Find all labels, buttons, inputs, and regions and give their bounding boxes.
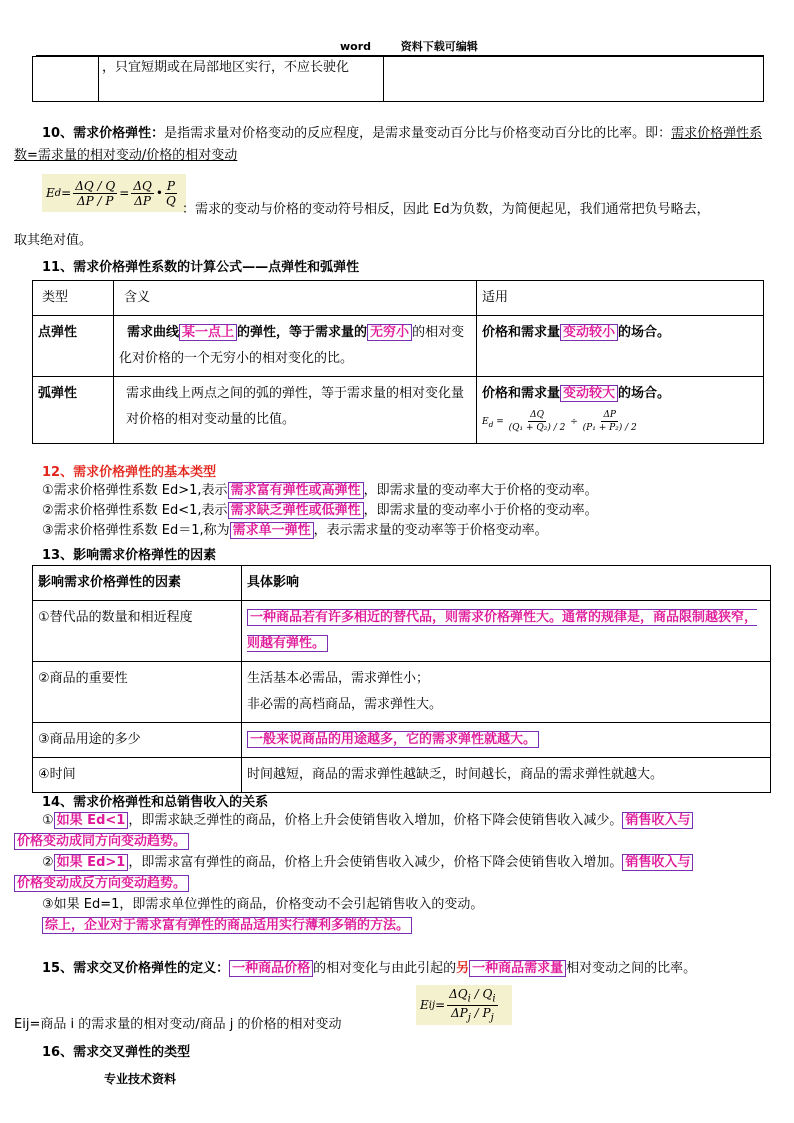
highlight-text: 一种商品价格 <box>229 960 313 977</box>
highlight-text: 需求富有弹性或高弹性 <box>228 482 364 499</box>
highlight-text: 价格变动成同方向变动趋势。 <box>14 833 189 850</box>
elasticity-types-table <box>32 280 764 444</box>
arc-formula: $E_d$ = $\frac{\Delta Q}{\text{(Q₁ + Q₂) / 2}}$ ÷ $\frac{\Delta P}{\text{(P₁ + P₂) / 2}}$ <box>482 410 637 433</box>
highlight-text: 无穷小 <box>367 324 412 341</box>
effect-text: 时间越短，商品的需求弹性越缺乏，时间越长，商品的需求弹性就越大。 <box>242 758 771 793</box>
highlight-text: 综上，企业对于需求富有弹性的商品适用实行薄利多销的方法。 <box>42 917 412 934</box>
red-text: 另 <box>456 961 470 976</box>
effect-text: 生活基本必需品，需求弹性小； <box>247 671 430 686</box>
table-row <box>33 758 771 793</box>
highlight-text: 一种商品若有许多相近的替代品，则需求价格弹性大。通常的规律是，商品限制越狭窄，则越有弹性。 <box>247 610 758 651</box>
highlight-text: 价格变动成反方向变动趋势。 <box>14 875 189 892</box>
line-text: 如果 Ed=1，即需求单位弹性的商品，价格变动不会引起销售收入的变动。 <box>53 897 484 912</box>
line-text: ，即需求富有弹性的商品，价格上升会使销售收入减少，价格下降会使销售收入增加。 <box>128 855 623 870</box>
line-text: 的相对变化与由此引起的 <box>313 961 457 976</box>
meaning-text: 的弹性，等于需求量的 <box>237 325 368 340</box>
table-row <box>33 316 764 377</box>
highlight-text: 销售收入与 <box>622 812 693 829</box>
highlight-text: 需求单一弹性 <box>230 522 314 539</box>
formula-note: ：需求的变动与价格的变动符号相反，因此 Ed为负数，为简便起见，我们通常把负号略去， <box>182 202 710 217</box>
section-10 <box>14 123 764 167</box>
line-text: ②需求价格弹性系数 Ed<1,表示 <box>42 503 228 518</box>
usage-text: 价格和需求量 <box>482 325 561 340</box>
usage-text: 价格和需求量 <box>482 386 561 401</box>
col-meaning: 含义 <box>114 281 477 316</box>
table-row <box>33 377 764 444</box>
highlight-text: 变动较小 <box>560 324 618 341</box>
top-table-cell: ，只宜短期或在局部地区实行，不应长驶化 <box>99 57 384 102</box>
section-14-body: ① 如果 Ed<1 ，即需求缺乏弹性的商品，价格上升会使销售收入增加，价格下降会使销售收入减少。 销售收入与 价格变动成同方向变动趋势。 ② 如果 Ed>1 ，即需求富有弹性的商品，价格上升会使销售收入减少，价格下降会使销售收入增加。 销售收入与 价格变动成反方向变动趋势。 ③如果 Ed=1，即需求单位弹性的商品，价格变动不会引起销售收入的变动。 综上，企业对于需求富有弹性的商品适用实行薄利多销的方法。 <box>14 810 764 936</box>
cross-elasticity-formula: E ij = $\frac{\Delta Q_i / Q_i}{\Delta P_j / P_j}$ <box>416 985 512 1025</box>
factor-text: ③商品用途的多少 <box>33 723 242 758</box>
highlight-text: 某一点上 <box>179 324 237 341</box>
header-left: word <box>340 40 372 53</box>
table-row <box>33 723 771 758</box>
factor-text: ②商品的重要性 <box>33 662 242 723</box>
section-11-title: 11、需求价格弹性系数的计算公式——点弹性和弧弹性 <box>42 260 360 275</box>
highlight-text: 如果 Ed<1 <box>54 812 129 829</box>
highlight-text: 需求缺乏弹性或低弹性 <box>228 502 364 519</box>
meaning-text: 需求曲线上两点之间的弧的弹性，等于需求量的相对变化量对价格的相对变动量的比值。 <box>114 377 477 444</box>
highlight-text: 一种商品需求量 <box>469 960 566 977</box>
effect-text: 非必需的高档商品，需求弹性大。 <box>247 697 443 712</box>
table-row <box>33 662 771 723</box>
meaning-text: 的相对变化对价格的一个无穷小的相对变化的比。 <box>119 325 465 366</box>
highlight-text: 销售收入与 <box>622 854 693 871</box>
section-16-title: 16、需求交叉弹性的类型 <box>42 1045 191 1060</box>
header-right: 资料下载可编辑 <box>400 40 478 53</box>
page-footer: 专业技术资料 <box>104 1072 177 1086</box>
section-15 <box>42 957 696 976</box>
elasticity-formula: E d = $\frac{\Delta Q / Q}{\Delta P / P}$ = $\frac{\Delta Q}{\Delta P}$ • $\frac{P}{Q}$ <box>42 174 186 212</box>
highlight-text: 变动较大 <box>560 385 618 402</box>
line-text: ①需求价格弹性系数 Ed>1,表示 <box>42 483 228 498</box>
meaning-text: 需求曲线 <box>127 325 180 340</box>
section-10-body: 是指需求量对价格变动的反应程度，是需求量变动百分比与价格变动百分比的比率。即： <box>164 126 672 141</box>
highlight-text: 一般来说商品的用途越多，它的需求弹性就越大。 <box>247 731 539 748</box>
usage-text: 的场合。 <box>618 325 671 340</box>
col-effect: 具体影响 <box>242 566 771 601</box>
top-table-fragment <box>32 56 764 102</box>
section-10-definition: 需求价格弹性系数=需求量的相对变动/价格的相对变动 <box>14 126 763 163</box>
line-text: ，即需求量的变动率大于价格的变动率。 <box>363 483 598 498</box>
factor-text: ④时间 <box>33 758 242 793</box>
factor-text: ①替代品的数量和相近程度 <box>33 601 242 662</box>
line-text: ，即需求量的变动率小于价格的变动率。 <box>363 503 598 518</box>
section-15-title: 15、需求交叉价格弹性的定义： <box>42 961 230 976</box>
line-text: ③需求价格弹性系数 Ed＝1,称为 <box>42 523 230 538</box>
table-row <box>33 601 771 662</box>
formula-note-cont: 取其绝对值。 <box>14 233 93 248</box>
line-text: ，表示需求量的变动率等于价格变动率。 <box>313 523 548 538</box>
col-type: 类型 <box>33 281 114 316</box>
row-type: 点弹性 <box>33 316 114 377</box>
line-text: ，即需求缺乏弹性的商品，价格上升会使销售收入增加，价格下降会使销售收入减少。 <box>128 813 623 828</box>
row-type: 弧弹性 <box>33 377 114 444</box>
col-factor: 影响需求价格弹性的因素 <box>33 566 242 601</box>
usage-text: 的场合。 <box>618 386 671 401</box>
section-13-title: 13、影响需求价格弹性的因素 <box>42 548 217 563</box>
page-header <box>340 38 478 54</box>
highlight-text: 如果 Ed>1 <box>54 854 129 871</box>
line-text: 相对变动之间的比率。 <box>566 961 697 976</box>
col-usage: 适用 <box>477 281 764 316</box>
cross-elasticity-def: Eij=商品 i 的需求量的相对变动/商品 j 的价格的相对变动 <box>14 1017 342 1032</box>
section-12-title: 12、需求价格弹性的基本类型 <box>42 465 217 480</box>
section-10-title: 10、需求价格弹性： <box>42 126 165 141</box>
section-12-lines <box>42 481 598 541</box>
section-14-title: 14、需求价格弹性和总销售收入的关系 <box>42 795 269 810</box>
factors-table <box>32 565 771 793</box>
